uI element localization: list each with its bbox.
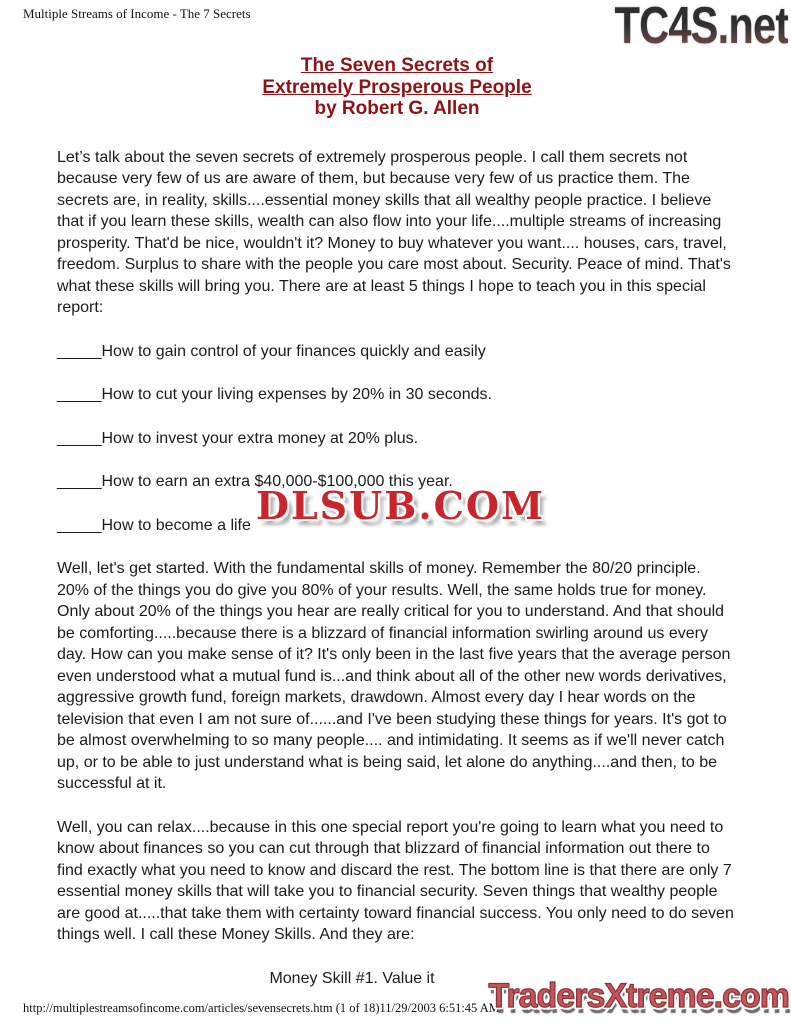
report-benefit-item-1: _____How to gain control of your finances quickly and easily [57, 342, 486, 360]
report-benefit-item-4: _____How to earn an extra $40,000-$100,000 this year. [57, 473, 453, 490]
print-header-title: Multiple Streams of Income - The 7 Secrets [23, 6, 251, 21]
tradersxtreme-watermark-logo: TradersXtreme.com [488, 977, 789, 1015]
paragraph-fundamental-skills: Well, let's get started. With the fundamental skills of money. Remember the 80/20 principle. 20% of the things you do give you 80% of your results. Well, the same holds true for money. Only about 20% of the things you hear are really critical for you to understand. And that should be comforting.....because there is a blizzard of financial information swirling around us every day. How can you make sense of it? It's only been in the last five years that the average person even understood what a mutual fund is...and think about all of the other new words derivatives, aggressive growth fund, foreign markets, drawdown. Almost every day I hear words on the television that even I am not sure of......and I've been studying these things for years. It's got to be almost overwhelming to so many people.... and intimidating. It seems as if we'll never catch up, or to be able to just understand what is being said, let alone do anything....and then, to be successful at it. [57, 560, 731, 792]
article-byline: by Robert G. Allen [314, 98, 480, 119]
dlsub-watermark-logo: DLSUB.COM [256, 483, 546, 528]
tc4s-watermark-logo: TC4S.net [614, 0, 788, 55]
article-title-block [57, 55, 737, 120]
intro-paragraph: Let’s talk about the seven secrets of extremely prosperous people. I call them secrets not because very few of us are aware of them, but because very few of us practice them. The secrets are, in reality, skills....essential money skills that all wealthy people practice. I believe that if you learn these skills, wealth can also flow into your life....multiple streams of increasing prosperity. That'd be nice, wouldn't it? Money to buy whatever you want.... houses, cars, travel, freedom. Surplus to share with the people you care most about. Security. Peace of mind. That's what these skills will bring you. There are at least 5 things I hope to teach you in this special report: [57, 148, 731, 316]
print-footer-url: http://multiplestreamsofincome.com/articles/sevensecrets.htm (1 of 18)11/29/2003 6:51:45 AM [23, 1001, 500, 1015]
report-benefit-item-5: _____How to become a life [57, 516, 251, 534]
article-title-line-2: Extremely Prosperous People [262, 76, 532, 98]
paragraph-you-can-relax: Well, you can relax....because in this one special report you're going to learn what you need to know about finances so you can cut through that blizzard of financial information out there to find exactly what you need to know and discard the rest. The bottom line is that there are only 7 essential money skills that will take you to financial security. Seven things that wealthy people are good at.....that take them with certainty toward financial success. You only need to do seven things well. I call these Money Skills. And they are: [57, 818, 734, 943]
report-benefit-item-2: _____How to cut your living expenses by 20% in 30 seconds. [57, 386, 492, 403]
report-benefit-item-3: _____How to invest your extra money at 20% plus. [57, 429, 419, 447]
article-title-line-1: The Seven Secrets of [300, 55, 494, 76]
money-skill-heading: Money Skill #1. Value it [269, 969, 435, 987]
